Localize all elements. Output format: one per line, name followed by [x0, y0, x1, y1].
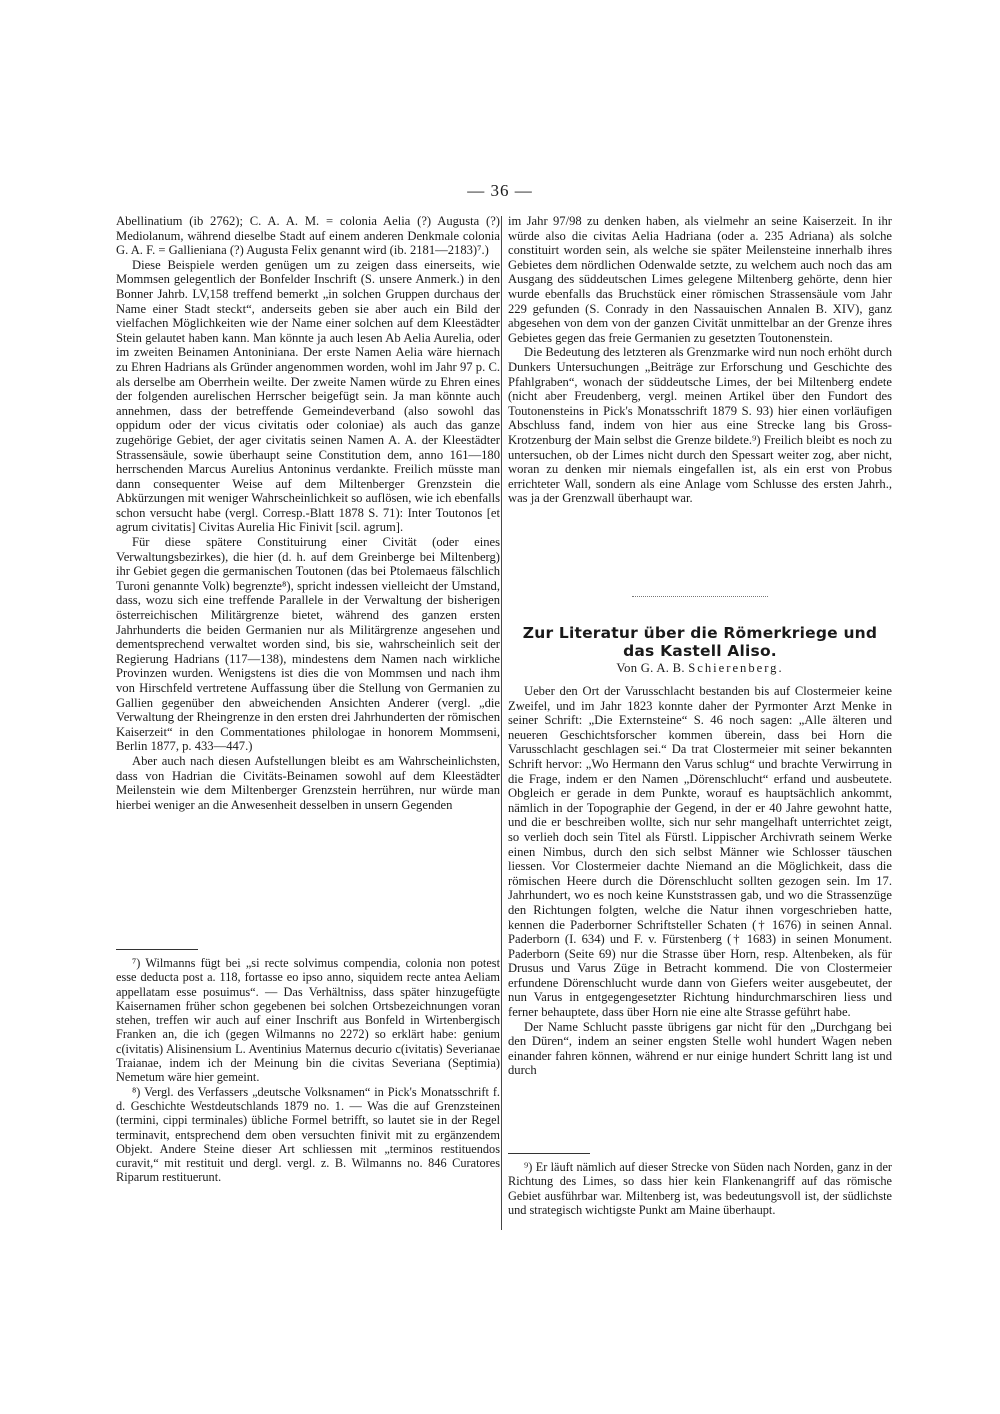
footnote: ⁷) Wilmanns fügt bei „si recte solvimus compendia, colonia non potest esse deducta post a. 118, fortasse eo ipso anno, siquidem recte antea Aeliam appellatam esse posuimus“. — Das Verhältniss, dass später hinzugefügte Kaisernamen früher schon gegebenen bei solchen Ortsbezeichnungen voran stehen, treffen wir auch auf einer Inschrift aus Bonfeld in Wirtenbergisch Franken an, die ich (gegen Wilmanns no 2272) so erklärt habe: genium c(ivitatis) Alisinensium L. Aventinius Maternus decurio c(ivitatis) Severianae Traianae, indem ich der Meinung bin die civitas Severiana (Septimia) Nemetum wäre hier gemeint.: [116, 956, 500, 1085]
footnote-rule: [508, 1153, 590, 1154]
footnote: ⁹) Er läuft nämlich auf dieser Strecke von Süden nach Norden, ganz in der Richtung des Limes, so dass hier kein Flankenangriff auf das römische Gebiet ausführbar war. Miltenberg ist, was bedeutungsvoll ist, der südlichste und strategisch wichtigste Punkt am Maine überhaupt.: [508, 1160, 892, 1217]
left-footnotes: [116, 956, 500, 1185]
paragraph: Abellinatium (ib 2762); C. A. A. M. = colonia Aelia (?) Augusta (?) Mediolanum, während dieselbe Stadt auf einem anderen Denkmale colonia G. A. F. = Gallieniana (?) Augusta Felix genannt wird (ib. 2181—2183)⁷.): [116, 214, 500, 258]
footnote-rule: [116, 949, 198, 950]
column-divider: [501, 216, 502, 1230]
article-body: [508, 684, 892, 1078]
paragraph: Der Name Schlucht passte übrigens gar nicht für den „Durchgang bei den Düren“, indem an seiner engsten Stelle wohl hundert Wagen neben einander fahren können, während er nur einige hundert Schritt lang ist und durch: [508, 1019, 892, 1078]
byline-prefix: Von G. A. B.: [616, 661, 689, 675]
byline-author: Schierenberg.: [688, 661, 784, 675]
paragraph: Aber auch nach diesen Aufstellungen bleibt es am Wahrscheinlichsten, dass von Hadrian die Civitäts-Beinamen sowohl auf dem Kleestädter Meilenstein wie dem Miltenberger Grenzstein herrühren, nur würde man hierbei weniger an die Anwesenheit desselben in unsern Gegenden: [116, 753, 500, 812]
article-title: Zur Literatur über die Römerkriege und das Kastell Aliso.: [522, 624, 878, 660]
right-footnotes: [508, 1160, 892, 1217]
footnote: ⁸) Vergl. des Verfassers „deutsche Volksnamen“ in Pick's Monatsschrift f. d. Geschichte Westdeutschlands 1879 no. 1. — Was die auf Grenzsteinen (termini, cippi terminales) übliche Formel betrifft, so lautet sie in der Regel terminavit, entsprechend dem oben versuchten finivit mit zu ergänzendem Objekt. Andere Steine dieser Art schliessen mit „terminos restituendos curavit,“ mit restituit und dergl. vergl. z. B. Wilmanns no. 846 Curatores Riparum restituerunt.: [116, 1084, 500, 1185]
left-column: [116, 214, 500, 812]
article-byline: [508, 661, 892, 676]
paragraph: Für diese spätere Constituirung einer Civität (oder eines Verwaltungsbezirkes), die hier (d. h. auf dem Greinberge bei Miltenberg) ihr Gebiet gegen die germanischen Toutonen (das bei Ptolemaeus fälschlich Turoni genannte Volk) begrenzte⁸), spricht indessen vielleicht der Umstand, dass, wozu sich eine treffende Parallele in der Verwaltung der bisherigen österreichischen Militärgrenze bietet, während des ganzen ersten Jahrhunderts die beiden Germanien nur als Militärgrenze angesehen und dementsprechend verwaltet worden sind, bis sie, wahrscheinlich seit der Regierung Hadrians (117—138), mindestens dem Namen nach wirkliche Provinzen wurden. Wenigstens ist dies die von Mommsen und nach ihm von Hirschfeld vertretene Auffassung über die Stellung von Germanien zu Gallien gegenüber den abweichenden Ansichten Anderer (vergl. „die Verwaltung der Rheingrenze in den ersten drei Jahrhunderten der römischen Kaiserzeit“ in den Commentationes philologae in honorem Mommseni, Berlin 1877, p. 433—447.): [116, 535, 500, 754]
right-column: [508, 214, 892, 506]
paragraph: im Jahr 97/98 zu denken haben, als vielmehr an seine Kaiserzeit. In ihr würde also die civitas Aelia Hadriana (oder a. 235 Adriana) als solche constituirt worden sein, als welche sie später Meilensteine innerhalb ihres Gebietes dem nördlichen Odenwalde setzte, zu welchem auch noch das am Ausgang des süddeutschen Limes gelegene Miltenberg gehörte, denn hier wurde ebenfalls das Bruchstück einer römischen Strassensäule vom Jahr 229 gefunden (S. Conrady in den Nassauischen Annalen B. XIV), ganz abgesehen von dem von der ganzen Civität unmittelbar an der Grenze ihres Gebietes gegen das freie Germanien zu gesetzten Toutonenstein.: [508, 214, 892, 345]
paragraph: Ueber den Ort der Varusschlacht bestanden bis auf Clostermeier keine Zweifel, und im Jahr 1823 konnte daher der Pyrmonter Arzt Menke in seiner Schrift: „Die Externsteine“ S. 46 noch sagen: „Alle älteren und neueren Geschichtsforscher kommen überein, dass bei Horn die Varusschlacht geschlagen sei.“ Da trat Clostermeier mit seiner bekannten Schrift hervor: „Wo Hermann den Varus schlug“ und brachte Verwirrung in die Frage, indem er den Namen „Dörenschlucht“ erfand und ausbeutete. Obgleich er gerade in dem Punkte, worauf es hauptsächlich ankommt, nämlich in der Topographie der Gegend, in der er 40 Jahre gewohnt hatte, und die er beschreiben wollte, sich nur sehr mangelhaft unterrichtet zeigt, so verlieh doch sein Titel als Fürstl. Lippischer Archivrath seinem Werke einen Nimbus, durch den sich selbst Männer wie Schlosser täuschen liessen. Vor Clostermeier dachte Niemand an die Möglichkeit, dass die römischen Heere durch die Dörenschlucht sollten gezogen sein. Im 17. Jahrhundert, wo es noch keine Kunststrassen gab, und wo die Strassenzüge den Richtungen folgten, welche die Natur ihnen vorgeschrieben hatte, kennen die Paderborner Schriftsteller Schaten († 1676) in seinen Annal. Paderborn (I. 634) und F. v. Fürstenberg († 1683) in seinen Monument. Paderborn (Seite 69) nur die Strasse über Horn, resp. Altenbeken, als für Drusus und Varus Züge in Betracht kommend. Die von Clostermeier erfundene Dörenschlucht wurde dann von Giefers weiter ausgebeutet, der nun Varus in entgegengesetzter Richtung hindurchmarschiren liess und ferner behauptete, dass über Horn nie eine alte Strasse geführt habe.: [508, 684, 892, 1020]
paragraph: Diese Beispiele werden genügen um zu zeigen dass einerseits, wie Mommsen gelegentlich der Bonfelder Inschrift (S. unsere Anmerk.) in den Bonner Jahrb. LV,158 treffend bemerkt „in solchen Gruppen durchaus der Name einer Stadt steckt“, anderseits geben sie aber auch ein Bild der vielfachen Möglichkeiten wie der Name einer solchen auf dem Kleestädter Stein gelautet haben kann. Man könnte ja auch lesen Ab Aelia Aurelia, oder im zweiten Beinamen Antoniniana. Der erste Namen Aelia wäre hiernach zu Ehren Hadrians als Gründer angenommen worden, wohl im Jahr 97 p. C. als derselbe am Oberrhein weilte. Der zweite Namen würde zu Ehren eines der folgenden aurelischen Herrscher beigefügt sein. Ja man könnte auch annehmen, dass der betreffende Gemeindeverband (also sowohl das oppidum oder der vicus civitatis oder coloniae) als auch das ganze zugehörige Gebiet, der ager civitatis seinen Namen A. A. der Kleestädter Strassensäule, sowie überhaupt seine Constitution dem, anno 161—180 herrschenden Marcus Aurelius Antoninus verdankte. Freilich müsste man dann consequenter Weise auf dem Miltenberger Grenzstein die Abkürzungen mit weniger Wahrscheinlichkeit so auflösen, wie ich ebenfalls schon versucht habe (vergl. Corresp.-Blatt 1878 S. 71): Inter Toutonos [et agrum civitatis] Civitas Aurelia Hic Finivit [scil. agrum].: [116, 257, 500, 535]
page-number: — 36 —: [467, 181, 533, 200]
paragraph: Die Bedeutung des letzteren als Grenzmarke wird nun noch erhöht durch Dunkers Untersuchungen „Beiträge zur Erforschung und Geschichte des Pfahlgraben“, wonach der süddeutsche Limes, der bei Miltenberg endete (nicht aber Freudenberg, vergl. meinen Artikel über den Fundort des Toutonensteins in Pick's Monatsschrift 1879 S. 93) hier einen vorläufigen Abschluss fand, indem von hier aus eine Strecke lang bis Gross-Krotzenburg der Main selbst die Grenze bildete.⁹) Freilich bleibt es noch zu untersuchen, ob der Limes nicht durch den Spessart weiter zog, aber nicht, woran zu denken mir niemals eingefallen ist, als ein erst von Probus errichteter Wall, sondern als eine Anlage vom Schlusse des ersten Jahrh., was ja der Grenzwall überhaupt war.: [508, 345, 892, 506]
section-ornament: [632, 596, 768, 603]
